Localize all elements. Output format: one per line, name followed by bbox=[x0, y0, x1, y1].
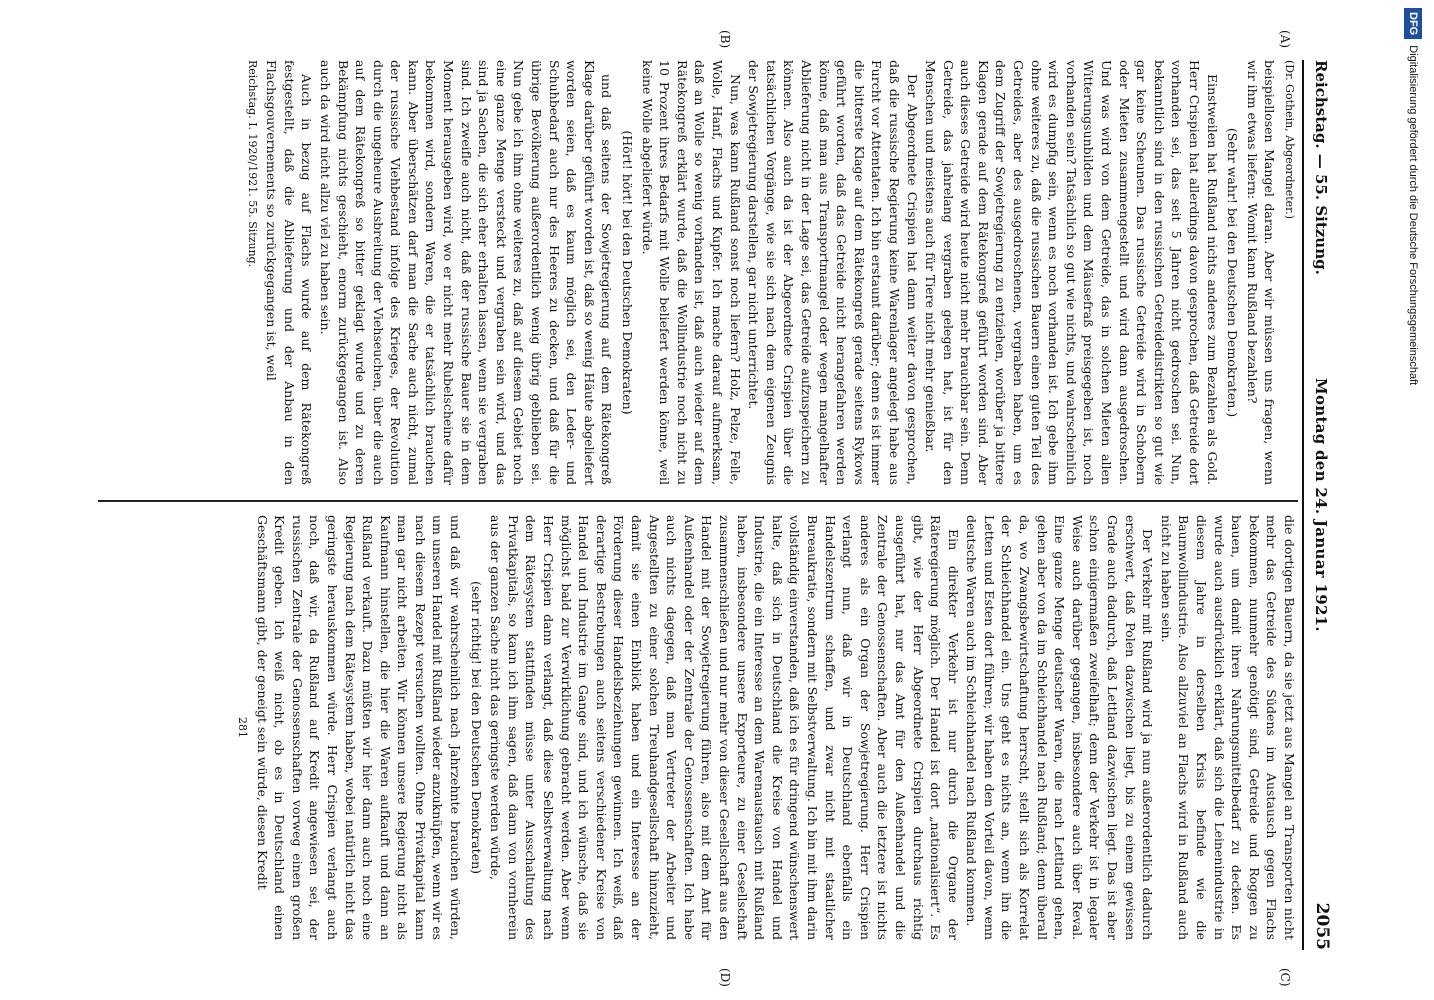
paragraph: beispiellosen Mangel daran. Aber wir müssen uns fragen, wenn wir ihm etwas liefern: Womit kann Rußland bezahlen? bbox=[1244, 60, 1278, 485]
interjection: (Sehr wahr! bei den Deutschen Demokraten.) bbox=[1225, 127, 1241, 418]
speaker-note: (Dr. Gothein, Abgeordneter.) bbox=[1283, 60, 1296, 219]
printed-page-rotated bbox=[70, 30, 1332, 987]
page-footer: Reichstag. I. 1920/1921. 55. Sitzung. bbox=[245, 60, 259, 268]
paragraph: Einstweilen hat Rußland nichts anderes zum Bezahlen als Gold. Herr Crispien hat allerdings davon gesprochen, daß Getreide dort vorhanden sei, das seit 5 Jahren nicht gedroschen sei. Nun, bekanntlich sind in den russischen Getreidedistrikten so gut wie gar keine Scheunen. Das russische Getreide wird in Schobern oder Mieten zusammengestellt und wird dann ausgedroschen. Und was wird von dem Getreide, das in solchen Mieten allen Witterungsunbilden und dem Mäusefraß preisgegeben ist, noch vorhanden sein? Tatsächlich so gut wie nichts, und wahrscheinlich wird es dumpfig sein, wenn es noch vorhanden ist. Ich gebe ihm ohne weiteres zu, daß die russischen Bauern einen guten Teil des Getreides, aber des ausgedroschenen, vergraben haben, um es dem Zugriff der Sowjetregierung zu entziehen, worüber ja bittere Klagen gerade auf dem Rätekongreß geführt worden sind. Aber auch dieses Getreide wird heute nicht mehr brauchbar sein. Denn Getreide, das jahrelang vergraben gelegen hat, ist für den Menschen und meistens auch für Tiere nicht mehr genießbar. bbox=[923, 60, 1220, 485]
paragraph: und daß wir wahrscheinlich nach Jahrzehnte brauchen würden, um unseren Handel mit Rußland wieder anzuknüpfen, wenn wir es nach diesem Rezept versuchen wollten. Ohne Privatkapital kann man gar nicht arbeiten. Wir können unsere Regierung nicht als Kaufmann hinstellen, die hier die Waren aufkauft und dann an Rußland verkauft. Dazu müßten wir hier dann auch noch eine Regierung nach dem Rätesystem haben, wobei natürlich nicht das geringste herauskommen würde. Herr Crispien verlangt auch noch, daß wir, da Rußland auf Kredit angewiesen sei, der russischen Zentrale der Genossenschaften vorweg einen großen Kredit geben. Ich weiß nicht, ob es in Deutschland einen Geschäftsmann gibt, der geneigt sein würde, diesen Kredit bbox=[254, 515, 464, 940]
dfg-logo: DFG bbox=[1404, 8, 1422, 39]
paragraph: Nun, was kann Rußland sonst noch liefern? Holz, Pelze, Felle, Wolle, Hanf, Flachs und Kupfer. Ich mache darauf aufmerksam, daß an Wolle so wenig vorhanden ist, daß auch wieder auf dem Rätekongreß erklärt wurde, daß die Wollindustrie noch nicht zu 10 Prozent ihres Bedarfs mit Wolle beliefert werden könne, weil keine Wolle abgeliefert würde. bbox=[639, 60, 743, 485]
paragraph: und daß seitens der Sowjetregierung auf dem Rätekongreß Klage darüber geführt worden ist, daß so wenig Häute abgeliefert worden seien, daß es kaum möglich sei, den Leder- und Schuhbedarf auch nur des Heeres zu decken, und daß für die übrige Bevölkerung außerordentlich wenig übrig geblieben sei. Nun gebe ich ihm ohne weiteres zu, daß auf diesem Gebiet noch eine ganze Menge versteckt und vergraben sein wird, und das sind ja Sachen, die sich eher erhalten lassen, wenn sie vergraben sind. Ich zweifle auch nicht, daß der russische Bauer sie in dem Moment herausgeben wird, wo er nicht mehr Rubelscheine dafür bekommen wird, sondern Waren, die er tatsächlich brauchen kann. Aber überschätzen darf man die Sache auch nicht, zumal der russische Viehbestand infolge des Krieges, der Revolution durch die ungeheure Ausbreitung der Viehseuchen, über die auch auf dem Rätekongreß so bitter geklagt wurde und zu deren Bekämpfung nichts geschieht, enorm zurückgegangen ist. Also auch da wird nicht allzu viel zu haben sein. bbox=[317, 60, 615, 485]
header-left: Reichstag. — 55. Sitzung. bbox=[1312, 60, 1330, 275]
paragraph: Ein direkter Verkehr ist nur durch die Organe der Räteregierung möglich. Der Handel ist dort „nationalisiert“. Es gibt, wie der Herr Abgeordnete Crispien durchaus richtig ausgeführt hat, nur das Amt für den Außenhandel und die Zentrale der Genossenschaften. Aber auch die letztere ist nichts anderes als ein Organ der Sowjetregierung. Herr Crispien verlangt nun, daß wir in Deutschland ebenfalls ein Handelszentrum schaffen, und zwar nicht mit staatlicher Bureaukratie, sondern mit Selbstverwaltung. Ich bin mit ihm darin vollständig einverstanden, daß ich es für dringend wünschenswert halte, daß sich in Deutschland die Kreise von Handel und Industrie, die ein Interesse an dem Warenaustausch mit Rußland haben, insbesondere unsere Exporteure, zu einer Gesellschaft zusammenschließen und nur mehr von dieser Gesellschaft aus den Handel mit der Sowjetregierung führen, also mit dem Amt für Außenhandel oder der Zentrale der Genossenschaften. Ich habe auch nichts dagegen, daß man Vertreter der Arbeiter und Angestellten zu einer solchen Treuhandgesellschaft hinzuzieht, damit sie einen Einblick haben und ein Interesse an der Förderung dieser Handelsbeziehungen gewinnen. Ich weiß, daß derartige Bestrebungen auch seitens verschiedener Kreise von Handel und Industrie im Gange sind, und ich wünsche, daß sie möglichst bald zur Verwirklichung gebracht werden. Aber wenn Herr Crispien dann verlangt, daß diese Selbstverwaltung nach dem Rätesystem stattfinden müsse unter Ausschaltung des Privatkapitals, so kann ich ihm sagen, daß dann von vornherein aus der ganzen Sache nicht das geringste werden würde, bbox=[488, 515, 961, 940]
left-column bbox=[78, 60, 1298, 485]
right-column bbox=[78, 515, 1298, 940]
margin-marker-a: (A) bbox=[1278, 30, 1292, 49]
margin-marker-c: (C) bbox=[1278, 968, 1292, 987]
paragraph: Der Abgeordnete Crispien hat dann weiter davon gesprochen, daß die russische Regierung keine Warenlager angelegt habe aus Furcht vor Attentaten. Ich bin erstaunt darüber; denn es ist immer die bitterste Klage auf dem Rätekongreß gerade seitens Rykows geführt worden, daß das Getreide nicht herangefahren werden könne, daß man aus Transportmangel oder wegen mangelhafter Ablieferung nicht in der Lage sei, das Getreide aufzuspeichern zu können. Also auch da ist der Abgeordnete Crispien über die tatsächlichen Vorgänge, wie sie sich nach dem eigenen Zeugnis der Sowjetregierung darstellen, gar nicht unterrichtet. bbox=[746, 60, 920, 485]
paragraph: die dortigen Bauern, da sie jetzt aus Mangel an Transporten nicht mehr das Getreide des Südens im Austausch gegen Flachs bekommen, nunmehr genötigt sind, Getreide und Roggen zu bauen, um damit ihren Nahrungsmittelbedarf zu decken. Es wurde auch ausdrücklich erklärt, daß sich die Leinenindustrie in diesem Jahre in derselben Krisis befinde wie die Baumwollindustrie. Also allzuviel an Flachs wird in Rußland auch nicht zu haben sein. bbox=[1158, 515, 1297, 940]
header-date: Montag den 24. Januar 1921. bbox=[1312, 378, 1330, 632]
column-divider bbox=[98, 500, 1298, 502]
page-bottom-number: 281 bbox=[235, 717, 249, 738]
page-number: 2055 bbox=[1312, 902, 1332, 950]
paragraph: Der Verkehr mit Rußland wird ja nun außerordentlich dadurch erschwert, daß Polen dazwischen liegt, bis zu einem gewissen Grade auch dadurch, daß Lettland dazwischen liegt. Das ist aber schon einigermaßen zweifelhaft; denn der Verkehr ist in legaler Weise auch darüber gegangen, insbesondere auch über Reval. Eine ganze Menge deutscher Waren, die nach Lettland gehen, gehen aber von da im Schleichhandel nach Rußland; denn überall da, wo Zwangsbewirtschaftung herrscht, stellt sich als Korrelat der Schleichhandel ein. Uns geht es nichts an, wenn ihn die Letten und Esten dort führen; wir haben den Vorteil davon, wenn deutsche Waren auch im Schleichhandel nach Rußland kommen. bbox=[964, 515, 1156, 940]
interjection: (Hört! hört! bei den Deutschen Demokraten) bbox=[620, 130, 636, 415]
margin-marker-b: (B) bbox=[718, 30, 732, 49]
paragraph: Auch in bezug auf Flachs wurde auf dem Rätekongreß festgestellt, daß die Ablieferung und der Anbau in den Flachsgouvernements so zurückgegangen ist, weil bbox=[264, 60, 315, 485]
right-column-text bbox=[253, 515, 1298, 940]
credit-text: Digitalisierung gefördert durch die Deutsche Forschungsgemeinschaft bbox=[1407, 45, 1419, 386]
margin-marker-d: (D) bbox=[718, 968, 732, 987]
digitization-credit bbox=[1404, 8, 1422, 992]
header-rule bbox=[1302, 60, 1304, 950]
interjection: (sehr richtig! bei den Deutschen Demokraten) bbox=[468, 580, 484, 875]
left-column-text bbox=[263, 60, 1279, 485]
page-header bbox=[1306, 60, 1332, 950]
